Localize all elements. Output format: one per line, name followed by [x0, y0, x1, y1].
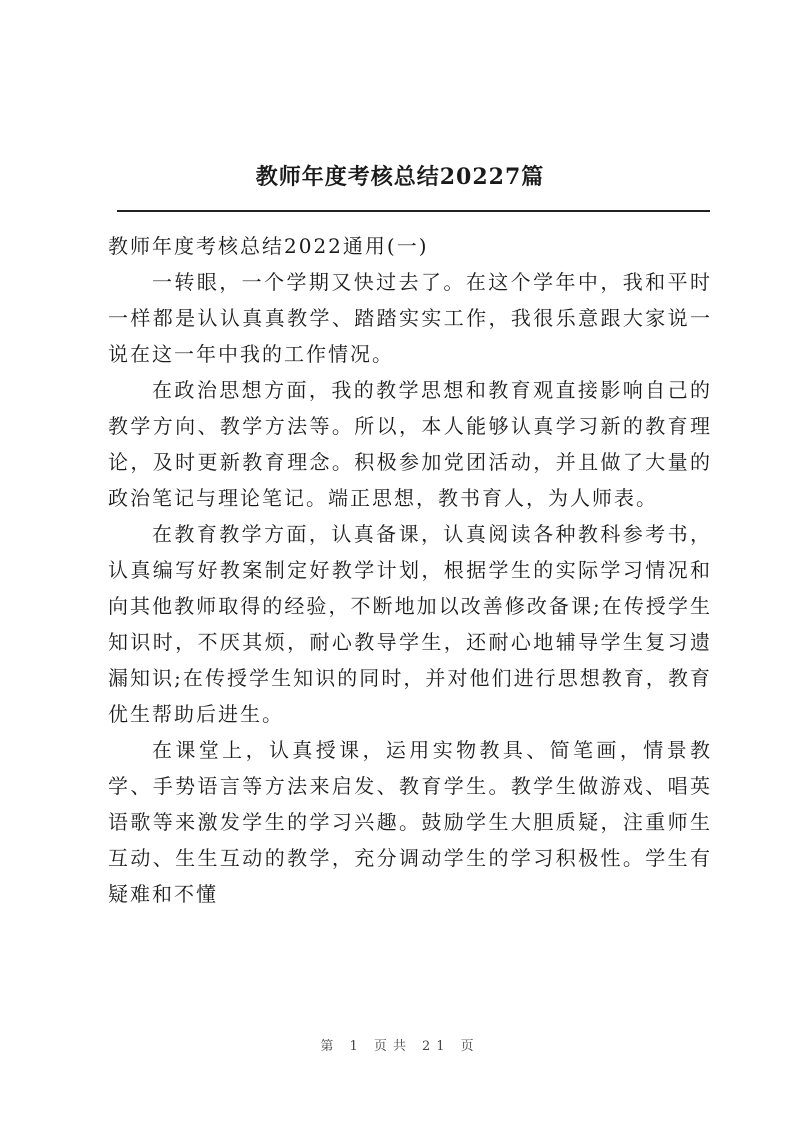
document-body: [108, 228, 712, 912]
page-number-footer: 第 1 页共 21 页: [320, 1039, 480, 1054]
title-divider: [117, 210, 710, 212]
paragraph-4: 在课堂上，认真授课，运用实物教具、简笔画，情景教学、手势语言等方法来启发、教育学生。教学生做游戏、唱英语歌等来激发学生的学习兴趣。鼓励学生大胆质疑，注重师生互动、生生互动的教学，充分调动学生的学习积极性。学生有疑难和不懂: [108, 738, 712, 906]
paragraph-2: 在政治思想方面，我的教学思想和教育观直接影响自己的教学方向、教学方法等。所以，本人能够认真学习新的教育理论，及时更新教育理念。积极参加党团活动，并且做了大量的政治笔记与理论笔记。端正思想，教书育人，为人师表。: [108, 378, 712, 510]
section-heading: 教师年度考核总结2022通用(一): [108, 234, 429, 258]
paragraph-3: 在教育教学方面，认真备课，认真阅读各种教科参考书，认真编写好教案制定好教学计划，根据学生的实际学习情况和向其他教师取得的经验，不断地加以改善修改备课;在传授学生知识时，不厌其烦，耐心教导学生，还耐心地辅导学生复习遗漏知识;在传授学生知识的同时，并对他们进行思想教育，教育优生帮助后进生。: [108, 522, 712, 726]
paragraph-1: 一转眼，一个学期又快过去了。在这个学年中，我和平时一样都是认认真真教学、踏踏实实工作，我很乐意跟大家说一说在这一年中我的工作情况。: [108, 270, 712, 366]
document-title: 教师年度考核总结20227篇: [255, 164, 545, 190]
